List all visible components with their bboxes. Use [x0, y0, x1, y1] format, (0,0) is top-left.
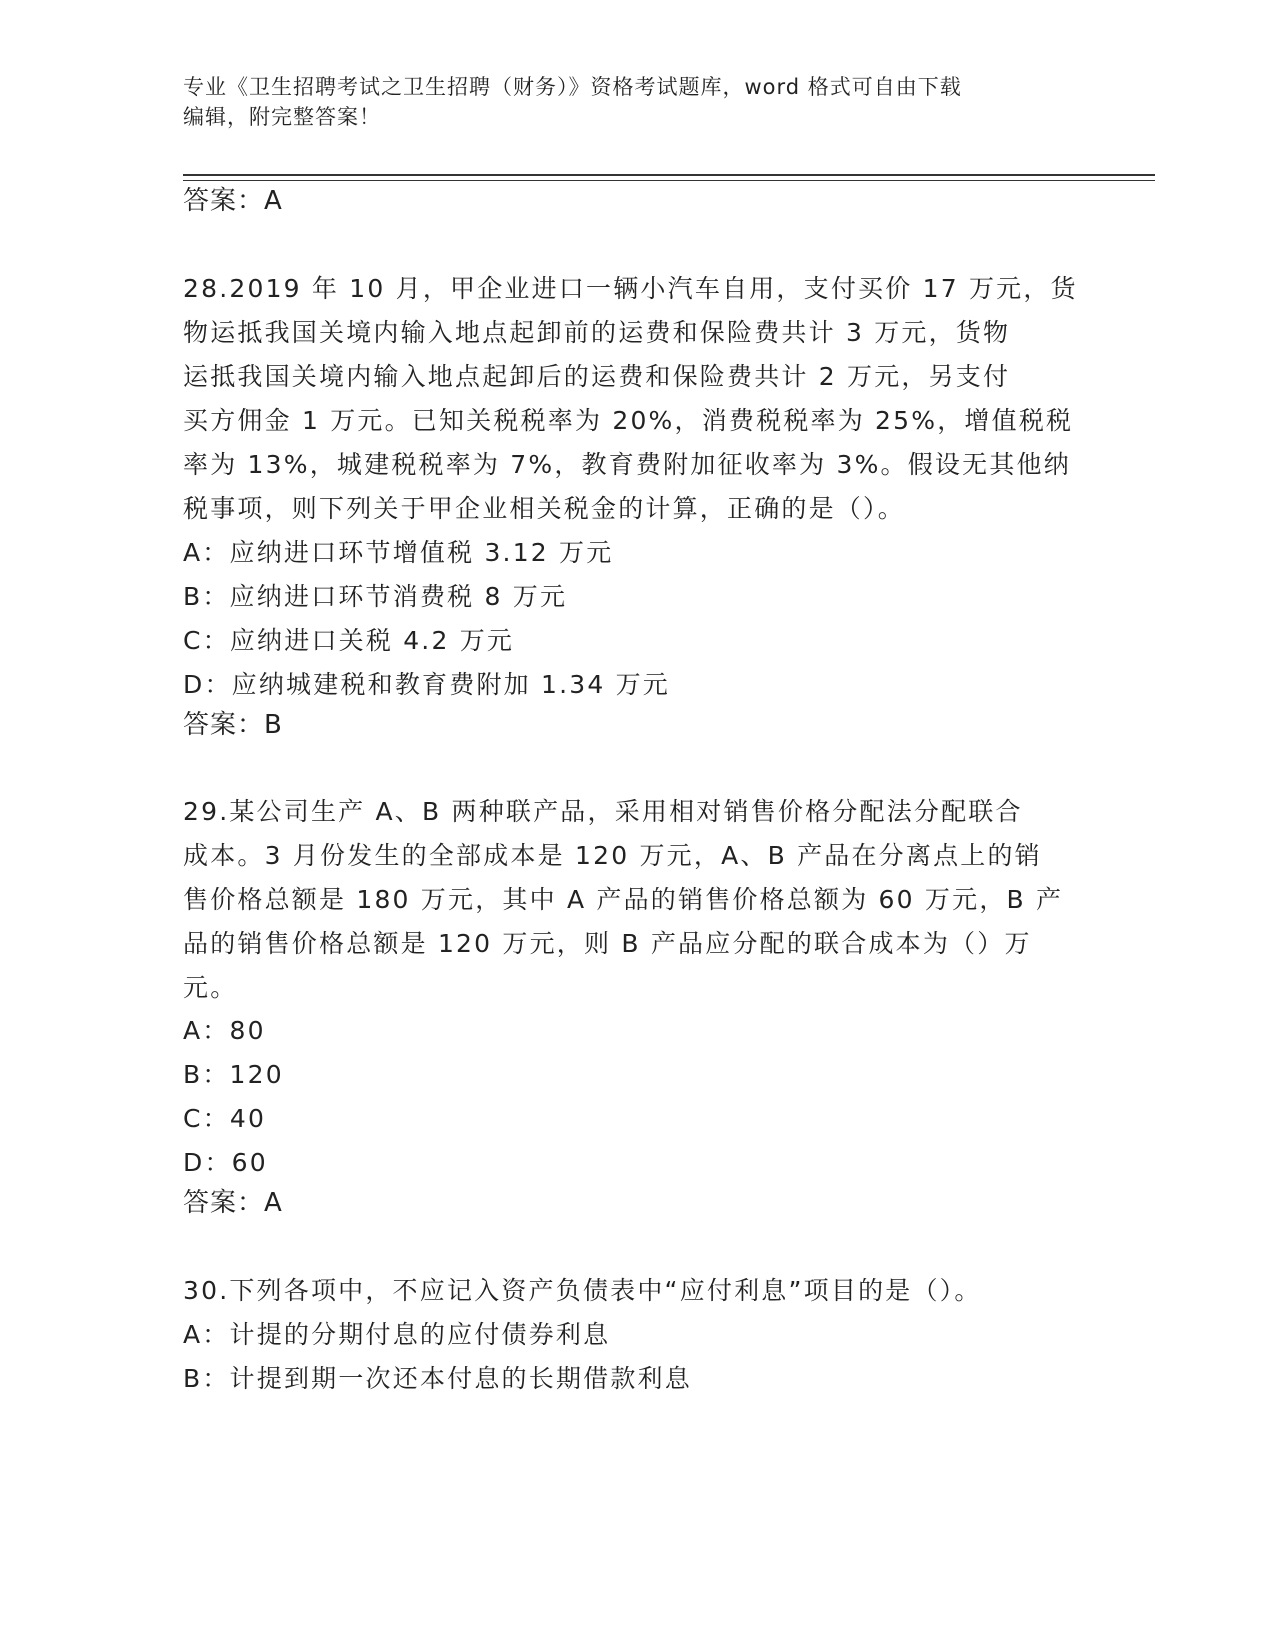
question-text-line: 28.2019 年 10 月，甲企业进口一辆小汽车自用，支付买价 17 万元，货 [183, 274, 1078, 303]
option-d: D：60 [183, 1148, 268, 1177]
answer-29: 答案：A [183, 1188, 283, 1218]
option-a: A：计提的分期付息的应付债券利息 [183, 1320, 611, 1349]
option-b: B：计提到期一次还本付息的长期借款利息 [183, 1364, 692, 1393]
header-divider-thick [183, 174, 1155, 176]
question-text-line: 品的销售价格总额是 120 万元，则 B 产品应分配的联合成本为（）万 [183, 929, 1032, 958]
header-line-1: 专业《卫生招聘考试之卫生招聘（财务）》资格考试题库，word 格式可自由下载 [183, 75, 962, 99]
question-text-line: 30.下列各项中，不应记入资产负债表中“应付利息”项目的是（）。 [183, 1276, 982, 1305]
answer-28: 答案：B [183, 710, 283, 740]
option-b: B：120 [183, 1060, 284, 1089]
option-b: B：应纳进口环节消费税 8 万元 [183, 582, 568, 611]
question-text-line: 率为 13%，城建税税率为 7%，教育费附加征收率为 3%。假设无其他纳 [183, 450, 1071, 479]
option-c: C：应纳进口关税 4.2 万元 [183, 626, 515, 655]
question-text-line: 物运抵我国关境内输入地点起卸前的运费和保险费共计 3 万元，货物 [183, 318, 1011, 347]
option-d: D：应纳城建税和教育费附加 1.34 万元 [183, 670, 671, 699]
question-text-line: 税事项，则下列关于甲企业相关税金的计算，正确的是（）。 [183, 494, 905, 523]
document-header [183, 72, 1063, 132]
question-text-line: 成本。3 月份发生的全部成本是 120 万元，A、B 产品在分离点上的销 [183, 841, 1042, 870]
option-a: A：80 [183, 1016, 266, 1045]
question-text-line: 买方佣金 1 万元。已知关税税率为 20%，消费税税率为 25%，增值税税 [183, 406, 1074, 435]
option-c: C：40 [183, 1104, 267, 1133]
question-text-line: 运抵我国关境内输入地点起卸后的运费和保险费共计 2 万元，另支付 [183, 362, 1011, 391]
question-text-line: 29.某公司生产 A、B 两种联产品，采用相对销售价格分配法分配联合 [183, 797, 1023, 826]
answer-previous: 答案：A [183, 186, 283, 216]
option-a: A：应纳进口环节增值税 3.12 万元 [183, 538, 614, 567]
header-divider-thin [183, 180, 1155, 181]
question-text-line: 元。 [183, 973, 238, 1002]
question-text-line: 售价格总额是 180 万元，其中 A 产品的销售价格总额为 60 万元，B 产 [183, 885, 1064, 914]
header-line-2: 编辑，附完整答案！ [183, 105, 381, 129]
